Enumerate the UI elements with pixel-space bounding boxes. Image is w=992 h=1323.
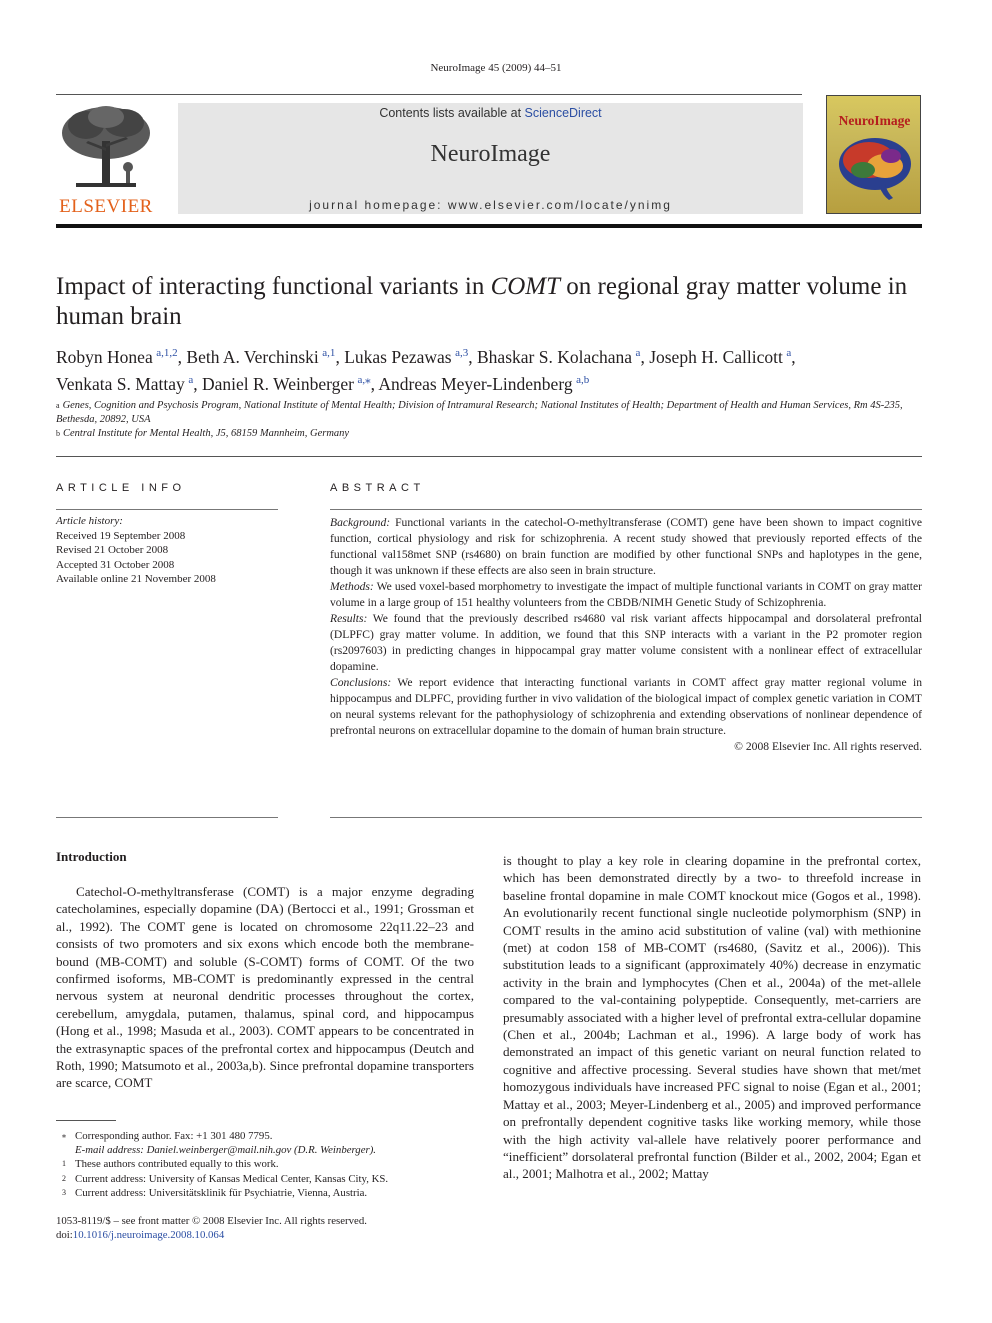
author-list bbox=[56, 342, 922, 396]
issn-line: 1053-8119/$ – see front matter © 2008 Elsevier Inc. All rights reserved. bbox=[56, 1215, 367, 1227]
footnote bbox=[56, 1143, 474, 1157]
affiliation-mark: a bbox=[56, 401, 60, 410]
footnote-mark: ⁎ bbox=[62, 1131, 66, 1140]
contents-available-line bbox=[178, 106, 803, 120]
journal-homepage-link[interactable]: journal homepage: www.elsevier.com/locate/ynimg bbox=[309, 198, 672, 212]
footnote bbox=[56, 1186, 474, 1200]
email-footnote[interactable]: E-mail address: Daniel.weinberger@mail.nih.gov (D.R. Weinberger). bbox=[75, 1144, 376, 1157]
affiliations bbox=[56, 399, 922, 441]
body-text-right-column: is thought to play a key role in clearing dopamine in the prefrontal cortex, which has been demonstrated directly by a two- to threefold increase in baseline frontal dopamine in male COMT knockout mice (Gogos et al., 1998). An evolutionarily recent functional single nucleotide polymorphism (SNP) in COMT results in the amino acid substitution of valine (val) with methionine (met) at codon 158 of MB-COMT (rs4680, (Savitz et al., 2006)). This substitution leads to a significant (approximately 40%) decrease in enzymatic activity in the brain and lymphocytes (Chen et al., 2004a) of the met-allele compared to the val-containing polypeptide. Consequently, met-carriers are presumably associated with a higher level of prefrontal extra-cellular dopamine (Chen et al., 2004b; Lachman et al., 1996). A large body of work has demonstrated an impact of this genetic variant on neural function related to cognitive and affective processing. Several studies have shown that met/met homozygous individuals have increased PFC signal to noise (Egan et al., 2001; Mattay et al., 2003; Meyer-Lindenberg et al., 2005) and improved performance on prefrontally dependent cognitive tasks like working memory, while those with the high activity val-allele have relatively poorer performance and “inefficient” dorsolateral prefrontal function (Bilder et al., 2002, 2004; Egan et al., 2001; Malhotra et al., 2002; Mattay bbox=[503, 853, 921, 1182]
abstract-label: Results: bbox=[330, 612, 368, 625]
author-separator: , bbox=[177, 346, 187, 367]
author-separator: , bbox=[791, 346, 796, 367]
author-name: Lukas Pezawas bbox=[344, 346, 452, 367]
affiliation bbox=[56, 399, 922, 427]
title-block-rule bbox=[56, 456, 922, 457]
author[interactable] bbox=[56, 347, 178, 367]
author-separator: , bbox=[468, 346, 477, 367]
abstract-label: Conclusions: bbox=[330, 676, 392, 689]
footnote-mark: 1 bbox=[62, 1159, 66, 1169]
author-affiliation-mark[interactable]: a,1 bbox=[322, 347, 336, 359]
online-date: Available online 21 November 2008 bbox=[56, 573, 216, 585]
abstract-text: We used voxel-based morphometry to investigate the impact of multiple functional variants in COMT on gray matter volume in a large group of 151 healthy volunteers from the CBDB/NIMH Genetic Study of Schizophrenia. bbox=[330, 580, 922, 609]
article-title bbox=[56, 272, 922, 332]
author-name: Joseph H. Callicott bbox=[649, 346, 783, 367]
masthead-top-rule bbox=[56, 94, 802, 95]
abstract-rule bbox=[330, 509, 922, 510]
footnote-mark: 2 bbox=[62, 1173, 66, 1183]
abstract-label: Background: bbox=[330, 516, 391, 529]
author-affiliation-mark[interactable]: a,b bbox=[576, 373, 590, 386]
footnote-text: Corresponding author. Fax: +1 301 480 7795. bbox=[75, 1130, 273, 1142]
author[interactable] bbox=[186, 347, 335, 367]
author-separator: , bbox=[370, 373, 379, 394]
footnote-rule bbox=[56, 1120, 116, 1121]
article-history bbox=[56, 514, 278, 587]
author-separator: , bbox=[640, 346, 650, 367]
author-name: Robyn Honea bbox=[56, 346, 153, 367]
doi-line bbox=[56, 1228, 474, 1242]
footnote bbox=[56, 1172, 474, 1186]
abstract-text: We report evidence that interacting functional variants in COMT affect gray matter regional volume in hippocampus and DLPFC, providing further in vivo validation of the biological impact of complex genetic variation in COMT on neural systems relevant for the pathophysiology of schizophrenia and extending observations of nonlinear dependence of prefrontal neurons on extracellular dopamine to the domain of human brain structure. bbox=[330, 676, 922, 737]
author[interactable] bbox=[344, 347, 468, 367]
journal-masthead bbox=[178, 103, 803, 214]
footnote-text: These authors contributed equally to this work. bbox=[75, 1158, 279, 1171]
elsevier-wordmark[interactable]: ELSEVIER bbox=[59, 196, 153, 217]
author-name: Bhaskar S. Kolachana bbox=[477, 346, 633, 367]
author-name: Beth A. Verchinski bbox=[186, 346, 319, 367]
author-name: Andreas Meyer-Lindenberg bbox=[378, 373, 573, 394]
author[interactable] bbox=[56, 374, 193, 394]
abstract-body bbox=[330, 515, 922, 755]
footnote bbox=[56, 1129, 474, 1143]
author[interactable] bbox=[477, 347, 640, 367]
abstract-methods bbox=[330, 579, 922, 611]
footnotes bbox=[56, 1129, 474, 1200]
affiliation-text: Genes, Cognition and Psychosis Program, National Institute of Mental Health; Division of Intramural Research; National Institutes of Health; Department of Health and Human Services, Rm 4S-235, Bethesda, 20892, USA bbox=[56, 400, 903, 425]
abstract-heading: ABSTRACT bbox=[330, 482, 425, 494]
author[interactable] bbox=[202, 374, 371, 394]
masthead-bottom-rule bbox=[56, 224, 922, 228]
footnote bbox=[56, 1157, 474, 1171]
affiliation-mark: b bbox=[56, 429, 60, 438]
journal-cover-image[interactable] bbox=[826, 95, 921, 214]
sciencedirect-link[interactable]: ScienceDirect bbox=[524, 106, 602, 120]
abstract-text: We found that the previously described rs4680 val risk variant affects hippocampal and dorsolateral prefrontal (DLPFC) gray matter volume. In addition, we found that this SNP interacts with a variant in the P2 promoter region (rs2097603) in predicting changes in hippocampal gray matter volume consistent with a nonlinear effect of extracellular dopamine. bbox=[330, 612, 922, 673]
cover-title: NeuroImage bbox=[838, 113, 911, 128]
footnote-text: Current address: Universitätsklinik für Psychiatrie, Vienna, Austria. bbox=[75, 1186, 368, 1199]
author[interactable] bbox=[649, 347, 791, 367]
copyright-line: © 2008 Elsevier Inc. All rights reserved. bbox=[734, 740, 922, 753]
author-name: Venkata S. Mattay bbox=[56, 373, 185, 394]
accepted-date: Accepted 31 October 2008 bbox=[56, 558, 175, 571]
abstract-results bbox=[330, 611, 922, 675]
front-matter-info bbox=[56, 1214, 474, 1242]
footnote-text: Current address: University of Kansas Medical Center, Kansas City, KS. bbox=[75, 1172, 389, 1185]
affiliation bbox=[56, 427, 922, 441]
abstract-text: Functional variants in the catechol-O-methyltransferase (COMT) gene have been shown to impact cognitive function, cortical physiology and risk for schizophrenia. A recent study showed that previously reported effects of the functional val158met SNP (rs4680) on brain function are modified by other functional SNPs and haplotypes in the gene, though it was unknown if these effects are also seen in brain structure. bbox=[330, 516, 923, 577]
author-affiliation-mark[interactable]: a bbox=[635, 347, 641, 359]
author-separator: , bbox=[335, 346, 345, 367]
title-part-1: Impact of interacting functional variants in bbox=[56, 273, 491, 300]
tree-icon bbox=[56, 103, 156, 195]
brain-icon bbox=[835, 130, 915, 202]
abstract-background bbox=[330, 515, 922, 579]
doi-link[interactable]: 10.1016/j.neuroimage.2008.10.064 bbox=[72, 1229, 225, 1242]
title-part-2: on regional gray matter volume in human brain bbox=[56, 273, 908, 330]
contents-prefix: Contents lists available at bbox=[379, 106, 525, 120]
author[interactable] bbox=[378, 374, 589, 394]
revised-date: Revised 21 October 2008 bbox=[56, 544, 169, 556]
author-affiliation-mark[interactable]: a,3 bbox=[455, 347, 469, 359]
author-separator: , bbox=[193, 373, 202, 394]
author-affiliation-mark[interactable]: a,⁎ bbox=[357, 373, 371, 386]
journal-title: NeuroImage bbox=[430, 141, 551, 167]
abstract-bottom-rule bbox=[330, 817, 922, 818]
introduction-heading: Introduction bbox=[56, 849, 127, 864]
author-affiliation-mark[interactable]: a bbox=[786, 347, 792, 359]
author-name: Daniel R. Weinberger bbox=[201, 373, 354, 394]
article-info-bottom-rule bbox=[56, 817, 278, 818]
journal-reference: NeuroImage 45 (2009) 44–51 bbox=[430, 62, 562, 74]
footnote-mark: 3 bbox=[62, 1187, 66, 1197]
history-label: Article history: bbox=[56, 515, 123, 527]
author-affiliation-mark[interactable]: a,1,2 bbox=[156, 347, 178, 359]
doi-prefix: doi: bbox=[56, 1229, 73, 1242]
abstract-conclusions bbox=[330, 675, 922, 739]
affiliation-text: Central Institute for Mental Health, J5, 68159 Mannheim, Germany bbox=[63, 428, 350, 439]
abstract-label: Methods: bbox=[330, 580, 374, 593]
title-gene-italic: COMT bbox=[490, 273, 561, 300]
author-affiliation-mark[interactable]: a bbox=[188, 373, 194, 386]
article-info-rule bbox=[56, 509, 278, 510]
body-text-left-column: Catechol-O-methyltransferase (COMT) is a major enzyme degrading catecholamines, especially dopamine (DA) (Bertocci et al., 1991; Grossman et al., 1992). The COMT gene is located on chromosome 22q11.22–23 and consists of two promoters and six exons which encode both the membrane-bound (MB-COMT) and soluble (S-COMT) forms of COMT. Of the two confirmed isoforms, MB-COMT is predominantly expressed in the central nervous system at neuronal dendritic processes throughout the cortex, cerebellum, amygdala, putamen, thalamus, spinal cord, and hippocampus (Hong et al., 1998; Masuda et al., 2003). COMT appears to be concentrated in the extrasynaptic spaces of the prefrontal cortex and hippocampus (Deutch and Roth, 1990; Matsumoto et al., 2003a,b). Since prefrontal dopamine transporters are scarce, COMT bbox=[56, 884, 474, 1091]
article-info-heading: ARTICLE INFO bbox=[56, 482, 186, 494]
received-date: Received 19 September 2008 bbox=[56, 529, 186, 542]
